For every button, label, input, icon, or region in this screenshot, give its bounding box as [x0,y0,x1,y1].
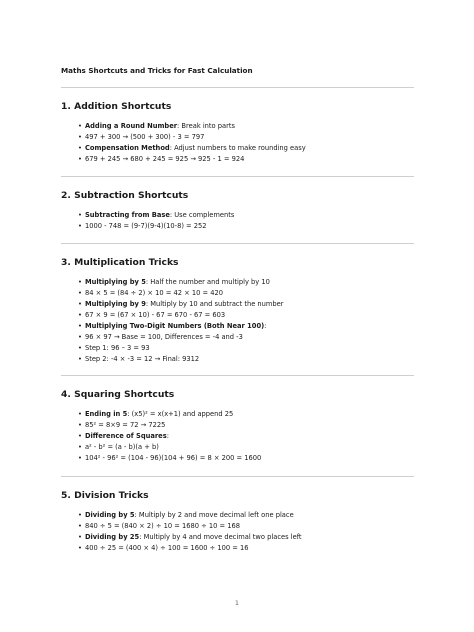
section-multiplication [61,243,414,365]
page-number: 1 [234,599,240,607]
list-item: • 679 + 245 → 680 + 245 = 925 → 925 - 1 = 924 [78,154,414,165]
list-item: • 497 + 300 → (500 + 300) - 3 = 797 [78,132,414,143]
list-item: • 67 × 9 = (67 × 10) - 67 = 670 - 67 = 603 [78,310,414,321]
bullet-list [78,277,414,365]
list-item: • Multiplying by 9: Multiply by 10 and subtract the number [78,299,414,310]
list-item: • 96 × 97 → Base = 100, Differences = -4 and -3 [78,332,414,343]
section-divider [61,243,414,244]
list-item: • Dividing by 25: Multiply by 4 and move decimal two places left [78,532,414,543]
list-item: • 400 ÷ 25 = (400 × 4) ÷ 100 = 1600 ÷ 100 = 16 [78,543,414,554]
section-divider [61,375,414,376]
list-item: • Adding a Round Number: Break into parts [78,121,414,132]
section-title: 3. Multiplication Tricks [61,257,179,268]
section-division [61,476,414,554]
section-title: 2. Subtraction Shortcuts [61,190,189,201]
list-item: • Step 1: 96 – 3 = 93 [78,343,414,354]
bullet-list [78,510,414,554]
list-item: • Multiplying Two-Digit Numbers (Both Near 100): [78,321,414,332]
bullet-list [78,409,414,464]
section-divider [61,87,414,88]
list-item: • Step 2: -4 × -3 = 12 → Final: 9312 [78,354,414,365]
section-addition [61,87,414,165]
list-item: • 85² = 8×9 = 72 → 7225 [78,420,414,431]
bullet-list [78,210,414,232]
document-title: Maths Shortcuts and Tricks for Fast Calculation [61,66,253,75]
list-item: • a² - b² = (a - b)(a + b) [78,442,414,453]
list-item: • 1000 - 748 = (9-7)(9-4)(10-8) = 252 [78,221,414,232]
list-item: • Multiplying by 5: Half the number and multiply by 10 [78,277,414,288]
section-title: 5. Division Tricks [61,490,149,501]
section-squaring [61,375,414,464]
list-item: • Difference of Squares: [78,431,414,442]
list-item: • Compensation Method: Adjust numbers to make rounding easy [78,143,414,154]
bullet-list [78,121,414,165]
section-title: 4. Squaring Shortcuts [61,389,175,400]
list-item: • Subtracting from Base: Use complements [78,210,414,221]
list-item: • Ending in 5: (x5)² = x(x+1) and append 25 [78,409,414,420]
section-title: 1. Addition Shortcuts [61,101,172,112]
section-divider [61,176,414,177]
list-item: • 84 × 5 = (84 ÷ 2) × 10 = 42 × 10 = 420 [78,288,414,299]
list-item: • Dividing by 5: Multiply by 2 and move decimal left one place [78,510,414,521]
list-item: • 104² - 96² = (104 - 96)(104 + 96) = 8 × 200 = 1600 [78,453,414,464]
list-item: • 840 ÷ 5 = (840 × 2) ÷ 10 = 1680 ÷ 10 = 168 [78,521,414,532]
section-subtraction [61,176,414,232]
section-divider [61,476,414,477]
